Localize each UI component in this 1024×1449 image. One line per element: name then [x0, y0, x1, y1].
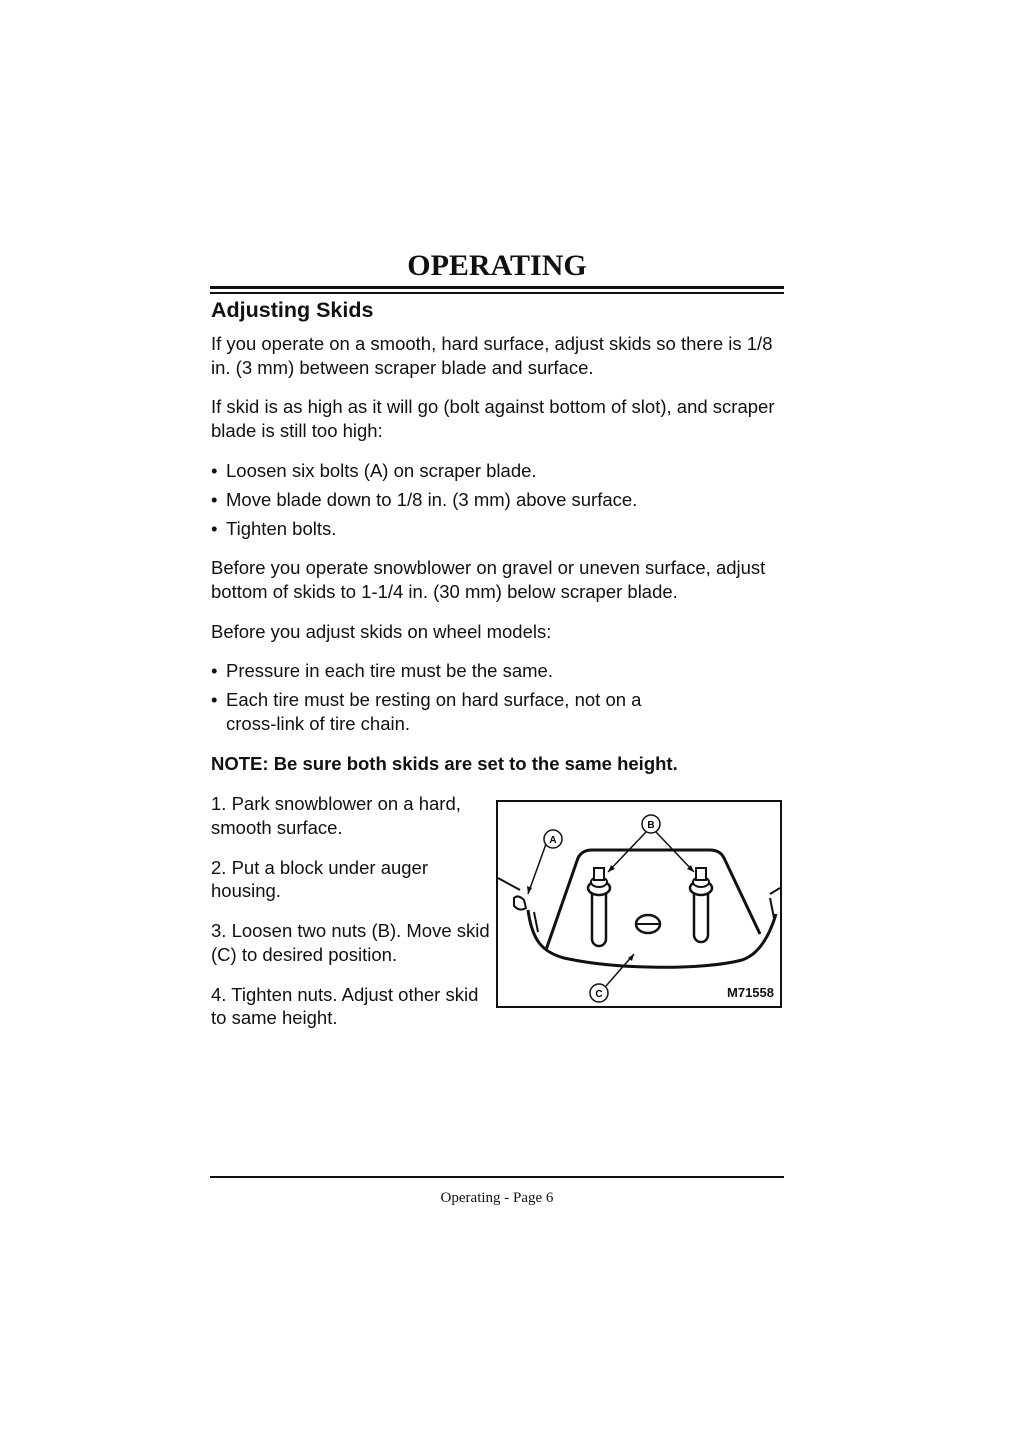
skid-illustration [496, 800, 782, 1008]
skid-drawing [498, 802, 780, 1006]
paragraph-skid-high: If skid is as high as it will go (bolt against bottom of slot), and scraper blade is still too high: [211, 396, 775, 441]
title-rule-thin [210, 292, 784, 294]
paragraph-wheel-models: Before you adjust skids on wheel models: [211, 621, 552, 642]
step-item: 2. Put a block under auger housing. [211, 856, 429, 901]
bullet-list-tires [211, 659, 691, 741]
list-item: • Tighten bolts. [211, 518, 337, 539]
paragraph-gravel: Before you operate snowblower on gravel or uneven surface, adjust bottom of skids to 1-1/4 in. (30 mm) below scraper blade. [211, 557, 766, 602]
list-item: • Loosen six bolts (A) on scraper blade. [211, 460, 537, 481]
bullet-icon: • [211, 460, 218, 481]
bullet-icon: • [211, 660, 218, 681]
note-text: NOTE: Be sure both skids are set to the same height. [211, 753, 678, 774]
callout-c-label: C [595, 989, 603, 1000]
list-item: • Move blade down to 1/8 in. (3 mm) above surface. [211, 489, 638, 510]
page-footer: Operating - Page 6 [440, 1190, 554, 1206]
bullet-icon: • [211, 489, 218, 510]
step-item: 3. Loosen two nuts (B). Move skid (C) to desired position. [211, 920, 490, 965]
bullet-icon: • [211, 518, 218, 539]
footer-rule [210, 1176, 784, 1178]
steps-list [211, 792, 491, 1046]
page-title: OPERATING [407, 249, 587, 282]
title-rule-thick [210, 286, 784, 289]
step-item: 1. Park snowblower on a hard, smooth surface. [211, 793, 461, 838]
section-heading: Adjusting Skids [211, 298, 374, 322]
step-item: 4. Tighten nuts. Adjust other skid to same height. [211, 983, 479, 1028]
figure-id: M71558 [727, 985, 774, 1000]
paragraph-smooth-surface: If you operate on a smooth, hard surface, adjust skids so there is 1/8 in. (3 mm) between scraper blade and surface. [211, 333, 773, 378]
callout-a-label: A [549, 835, 557, 846]
bullet-icon: • [211, 689, 218, 710]
list-item: • Each tire must be resting on hard surface, not on a cross-link of tire chain. [211, 689, 642, 734]
callout-b-label: B [647, 820, 655, 831]
list-item: • Pressure in each tire must be the same. [211, 660, 553, 681]
bullet-list-blade [211, 459, 791, 546]
